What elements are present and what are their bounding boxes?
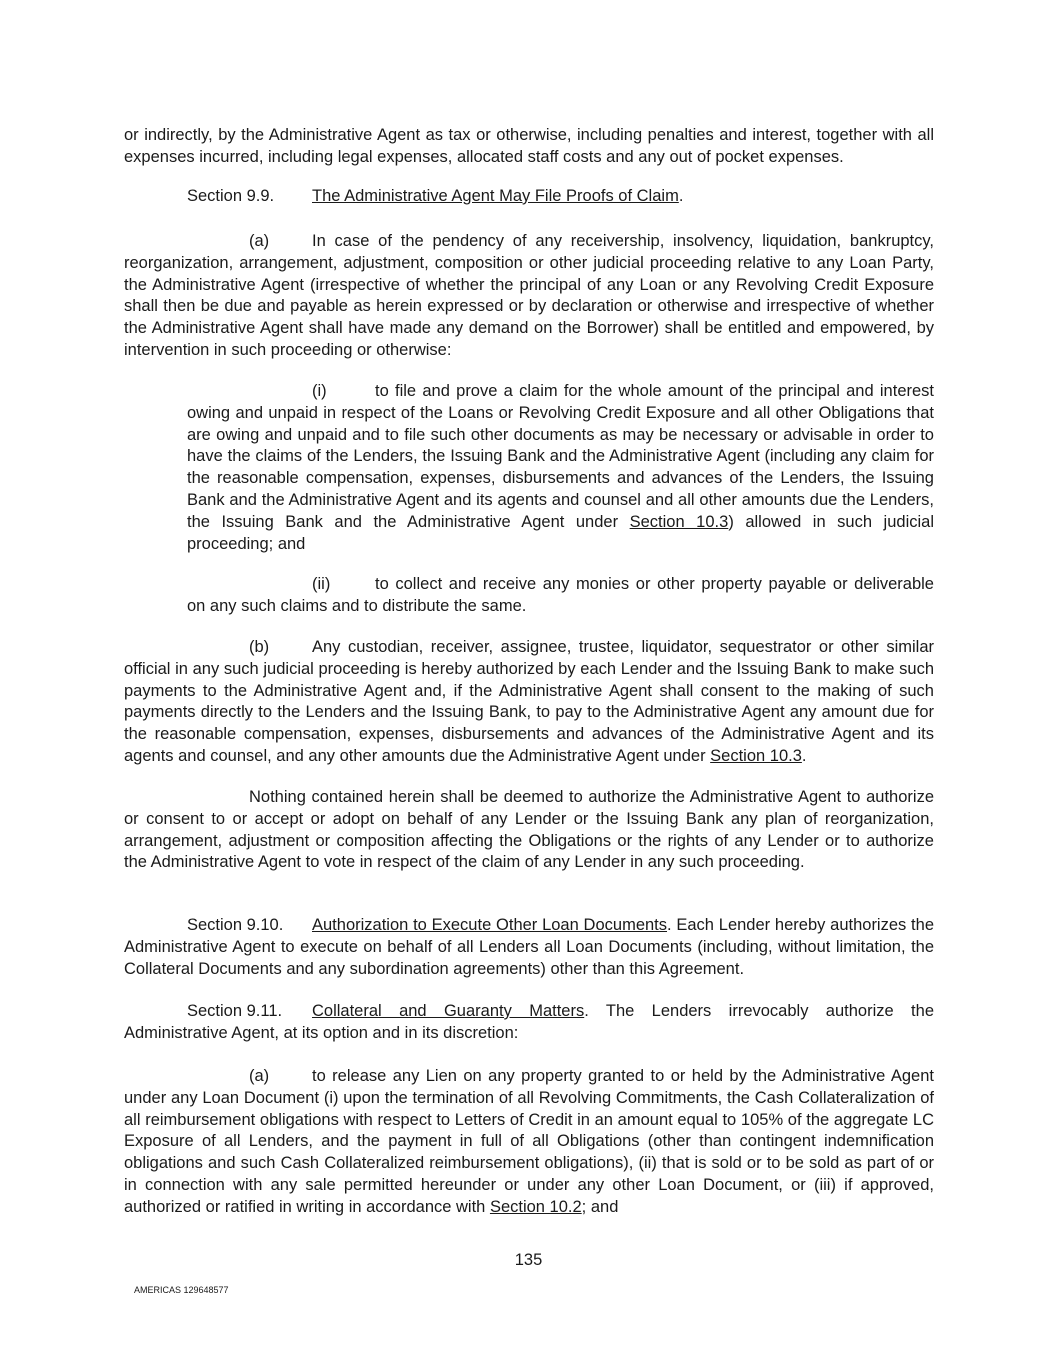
clause-number: (i) <box>312 382 327 400</box>
cross-reference: Section 10.3 <box>629 512 729 531</box>
clause-text-tail: ; and <box>581 1197 619 1216</box>
clause-number: (a) <box>249 232 270 250</box>
paragraph-nothing-contained: Nothing contained herein shall be deemed to authorize the Administrative Agent to authorize or consent to or accept or adopt on behalf of any Lender or the Issuing Bank any plan of reorganization, arrangement, adjustment or composition affecting the Obligations or the rights of any Lender or to authorize the Administrative Agent to vote in respect of the claim of any Lender in any such proceeding. <box>124 788 934 872</box>
clause-text: In case of the pendency of any receivership, insolvency, liquidation, bankruptcy, reorganization, arrangement, adjustment, composition or other judicial proceeding relative to any Loan Party, the Administrative Agent (irrespective of whether the principal of any Loan or any Revolving Credit Exposure shall then be due and payable as herein expressed or by declaration or otherwise and irrespective of whether the Administrative Agent shall have made any demand on the Borrower) shall be entitled and empowered, by intervention in such proceeding or otherwise: <box>124 232 934 359</box>
clause-number: (b) <box>249 638 270 656</box>
section-text: . Each Lender hereby authorizes the Administrative Agent to execute on behalf of all Lenders all Loan Documents (including, without limitation, the Collateral Documents and any subordination agreements) other than this Agreement. <box>124 916 934 978</box>
section-title: Authorization to Execute Other Loan Documents <box>312 916 668 934</box>
section-number: Section 9.10. <box>187 916 284 934</box>
clause-text: to collect and receive any monies or other property payable or deliverable on any such claims and to distribute the same. <box>187 575 934 615</box>
section-9-11 <box>124 1001 934 1045</box>
clause-text-tail: ) allowed in such judicial proceeding; and <box>187 512 934 553</box>
clause-number: (ii) <box>312 575 331 593</box>
clause-text: to file and prove a claim for the whole amount of the principal and interest owing and unpaid in respect of the Loans or Revolving Credit Exposure and all other Obligations that are owing and unpaid and to file such other documents as may be necessary or advisable in order to have the claims of the Lenders, the Issuing Bank and the Administrative Agent (including any claim for the reasonable compensation, expenses, disbursements and advances of the Lenders, the Issuing Bank and the Administrative Agent and its agents and counsel and all other amounts due the Lenders, the Issuing Bank and the Administrative Agent under <box>187 382 934 531</box>
section-title: Collateral and Guaranty Matters <box>312 1002 585 1020</box>
clause-a <box>124 231 934 362</box>
clause-a-release <box>124 1066 934 1219</box>
clause-b <box>124 637 934 768</box>
clause-text: Any custodian, receiver, assignee, trustee, liquidator, sequestrator or other similar official in any such judicial proceeding is hereby authorized by each Lender and the Issuing Bank to make such payments to the Administrative Agent and, if the Administrative Agent shall consent to the making of such payments directly to the Lenders and the Issuing Bank, to pay to the Administrative Agent any amount due for the reasonable compensation, expenses, disbursements and advances of the Administrative Agent and its agents and counsel, and any other amounts due the Administrative Agent under <box>124 638 934 765</box>
section-number: Section 9.11. <box>187 1002 283 1020</box>
section-title: The Administrative Agent May File Proofs of Claim <box>312 187 679 205</box>
page-number: 135 <box>514 1251 543 1269</box>
clause-ii <box>187 574 934 618</box>
cross-reference: Section 10.3 <box>710 746 802 765</box>
section-text: . The Lenders irrevocably authorize the Administrative Agent, at its option and in its discretion: <box>124 1002 934 1042</box>
section-9-10 <box>124 915 934 980</box>
section-title-end: . <box>678 187 684 205</box>
clause-i <box>187 381 934 555</box>
section-9-9-heading <box>187 186 683 208</box>
clause-text-tail: . <box>801 746 807 765</box>
clause-text: to release any Lien on any property granted to or held by the Administrative Agent under any Loan Document (i) upon the termination of all Revolving Commitments, the Cash Collateralization of all reimbursement obligations with respect to Letters of Credit in an amount equal to 105% of the aggregate LC Exposure of all Lenders, and the payment in full of all Obligations (other than contingent indemnification obligations and such Cash Collateralized reimbursement obligations), (ii) that is sold or to be sold as part of or in connection with any sale permitted hereunder or under any other Loan Document, or (iii) if approved, authorized or ratified in writing in accordance with <box>124 1067 934 1216</box>
paragraph-continuation: or indirectly, by the Administrative Agent as tax or otherwise, including penalties and interest, together with all expenses incurred, including legal expenses, allocated staff costs and any out of pocket expenses. <box>124 126 934 166</box>
cross-reference: Section 10.2 <box>489 1197 582 1216</box>
clause-number: (a) <box>249 1067 270 1085</box>
document-id: AMERICAS 129648577 <box>134 1285 229 1295</box>
section-number: Section 9.9. <box>187 187 275 205</box>
